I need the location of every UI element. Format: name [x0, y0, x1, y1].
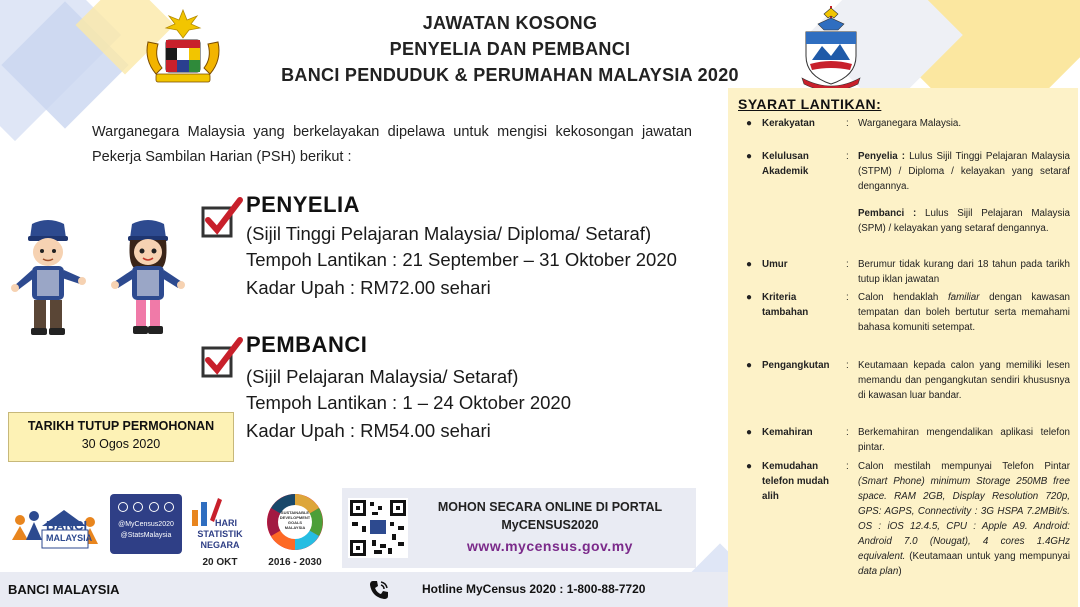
- sabah-coat-of-arms-icon: [800, 4, 862, 90]
- req-text: Calon hendaklah: [858, 292, 948, 303]
- intro-text: Warganegara Malaysia yang berkelayakan dipelawa untuk mengisi kekosongan jawatan Pekerja Sambilan Harian (PSH) berikut :: [92, 124, 692, 165]
- portal-line-1: MOHON SECARA ONLINE DI PORTAL: [437, 500, 663, 514]
- sdg-text-2: DEVELOPMENT: [279, 515, 311, 520]
- hari-date: 20 OKT: [202, 557, 238, 568]
- req-label: Umur: [762, 259, 788, 270]
- social-media-card: [110, 494, 182, 554]
- requirements-panel: [728, 88, 1078, 607]
- req-value: Berkemahiran mengendalikan aplikasi telefon pintar.: [858, 427, 1070, 453]
- req-value: Berumur tidak kurang dari 18 tahun pada tarikh tutup iklan jawatan: [858, 259, 1070, 285]
- phone-icon: [368, 579, 390, 601]
- job-wage: Kadar Upah : RM54.00 sehari: [246, 420, 491, 441]
- job-period: Tempoh Lantikan : 21 September – 31 Oktober 2020: [246, 249, 677, 270]
- footer-hotline[interactable]: Hotline MyCensus 2020 : 1-800-88-7720: [422, 582, 646, 596]
- req-text: Calon mestilah mempunyai Telefon Pintar: [858, 461, 1070, 472]
- req-text: (Keutamaan untuk yang mempunyai: [905, 551, 1070, 562]
- bullet: ●: [746, 360, 753, 371]
- banci-logo-text: BANCI: [46, 518, 88, 533]
- req-colon: :: [846, 118, 849, 129]
- req-value: Keutamaan kepada calon yang memiliki lesen memandu dan pengangkutan sendiri khususnya di kawasan luar bandar.: [858, 360, 1070, 401]
- sdg-text-1: SUSTAINABLE: [280, 510, 310, 515]
- req-label: Pengangkutan: [762, 360, 830, 371]
- job-period: Tempoh Lantikan : 1 – 24 Oktober 2020: [246, 392, 571, 413]
- title-line-3: BANCI PENDUDUK & PERUMAHAN MALAYSIA 2020: [281, 65, 739, 85]
- req-label: Kelulusan Akademik: [762, 151, 809, 177]
- page-title: [250, 10, 770, 88]
- hari-statistik-logo: [184, 488, 256, 568]
- mascot-girl-icon: [108, 218, 188, 342]
- req-text-pembanci: Lulus Sijil Pelajaran Malaysia (SPM) / kelayakan yang setaraf dengannya.: [858, 208, 1070, 234]
- req-colon: :: [846, 292, 849, 303]
- hari-line-2: STATISTIK: [197, 529, 243, 539]
- social-icons-row: [118, 502, 174, 514]
- hari-line-3: NEGARA: [200, 540, 240, 550]
- req-text-penyelia: Lulus Sijil Tinggi Pelajaran Malaysia (STPM) / Diploma / kelayakan yang setaraf dengannya.: [858, 151, 1070, 192]
- job-title: PEMBANCI: [246, 332, 368, 357]
- footer-bar: [0, 572, 728, 607]
- req-value-pembanci: [858, 206, 1070, 236]
- req-label: Kemudahan telefon mudah alih: [762, 461, 829, 502]
- malaysia-logo-text: MALAYSIA: [46, 533, 93, 543]
- sdg-text-4: MALAYSIA: [284, 525, 306, 530]
- bullet: ●: [746, 292, 753, 303]
- bullet: ●: [746, 118, 753, 129]
- req-label: Kemahiran: [762, 427, 813, 438]
- req-text-italic: (Smart Phone) minimum Storage 250MB free space. RAM 2GB, Display Resolution 720p, GPS: AGPS, Connectivity : 3G HSPA 7.2MBit/s. OS : iOS 12.4.5, CPU : Apple A9. Android: Android 7.0 (Nougat), 4 cores 1.4GHz equivalent.: [858, 476, 1070, 562]
- req-text: dengan kawasan tempatan dan boleh bertutur serta memahami bahasa komuniti setempat.: [858, 292, 1070, 333]
- portal-url-link[interactable]: www.mycensus.gov.my: [467, 538, 633, 554]
- closing-label: TARIKH TUTUP PERMOHONAN: [27, 419, 215, 433]
- social-handle-2: @StatsMalaysia: [120, 532, 172, 539]
- malaysia-coat-of-arms-icon: [142, 8, 224, 86]
- req-colon: :: [846, 461, 849, 472]
- req-text: ): [898, 566, 902, 577]
- req-value: [858, 459, 1070, 579]
- req-value-penyelia: [858, 149, 1070, 194]
- job-title: PENYELIA: [246, 192, 361, 217]
- closing-date: 30 Ogos 2020: [81, 437, 161, 451]
- closing-date-box: [8, 412, 234, 462]
- mascot-boy-icon: [10, 218, 86, 342]
- sdg-logo: [262, 492, 328, 572]
- req-key-penyelia: Penyelia :: [858, 151, 906, 162]
- online-portal-box: [342, 488, 696, 568]
- job-qualification: (Sijil Tinggi Pelajaran Malaysia/ Diploma/ Setaraf): [246, 223, 652, 244]
- bullet: ●: [746, 259, 753, 270]
- requirements-title: SYARAT LANTIKAN:: [738, 96, 882, 112]
- req-colon: :: [846, 427, 849, 438]
- bullet: ●: [746, 427, 753, 438]
- instagram-icon: [149, 502, 159, 512]
- job-penyelia: [200, 192, 740, 304]
- job-wage: Kadar Upah : RM72.00 sehari: [246, 277, 491, 298]
- req-key-pembanci: Pembanci :: [858, 208, 917, 219]
- qr-code-icon[interactable]: [348, 498, 408, 558]
- title-line-1: JAWATAN KOSONG: [422, 13, 598, 33]
- job-qualification: (Sijil Pelajaran Malaysia/ Setaraf): [246, 366, 519, 387]
- job-pembanci: [200, 332, 740, 444]
- req-colon: :: [846, 360, 849, 371]
- youtube-icon: [164, 502, 174, 512]
- footer-brand: BANCI MALAYSIA: [8, 582, 120, 597]
- sdg-text-3: GOALS: [287, 520, 303, 525]
- checkbox-tick-icon: [200, 336, 244, 380]
- req-colon: :: [846, 259, 849, 270]
- req-text-italic: data plan: [858, 566, 899, 577]
- req-label: Kerakyatan: [762, 118, 815, 129]
- checkbox-tick-icon: [200, 196, 244, 240]
- sdg-years: 2016 - 2030: [268, 557, 322, 568]
- bullet: ●: [746, 461, 753, 472]
- hari-line-1: HARI: [215, 518, 237, 528]
- twitter-icon: [133, 502, 143, 512]
- req-value: [858, 290, 1070, 335]
- req-colon: :: [846, 151, 849, 162]
- portal-line-2: MyCENSUS2020: [501, 518, 599, 532]
- bullet: ●: [746, 151, 753, 162]
- req-label: Kriteria tambahan: [762, 292, 809, 318]
- social-handle-1: @MyCensus2020: [118, 521, 174, 528]
- banci-malaysia-logo: [6, 500, 102, 556]
- facebook-icon: [118, 502, 128, 512]
- title-line-2: PENYELIA DAN PEMBANCI: [389, 39, 631, 59]
- req-value: Warganegara Malaysia.: [858, 118, 962, 129]
- req-text-italic: familiar: [947, 292, 980, 303]
